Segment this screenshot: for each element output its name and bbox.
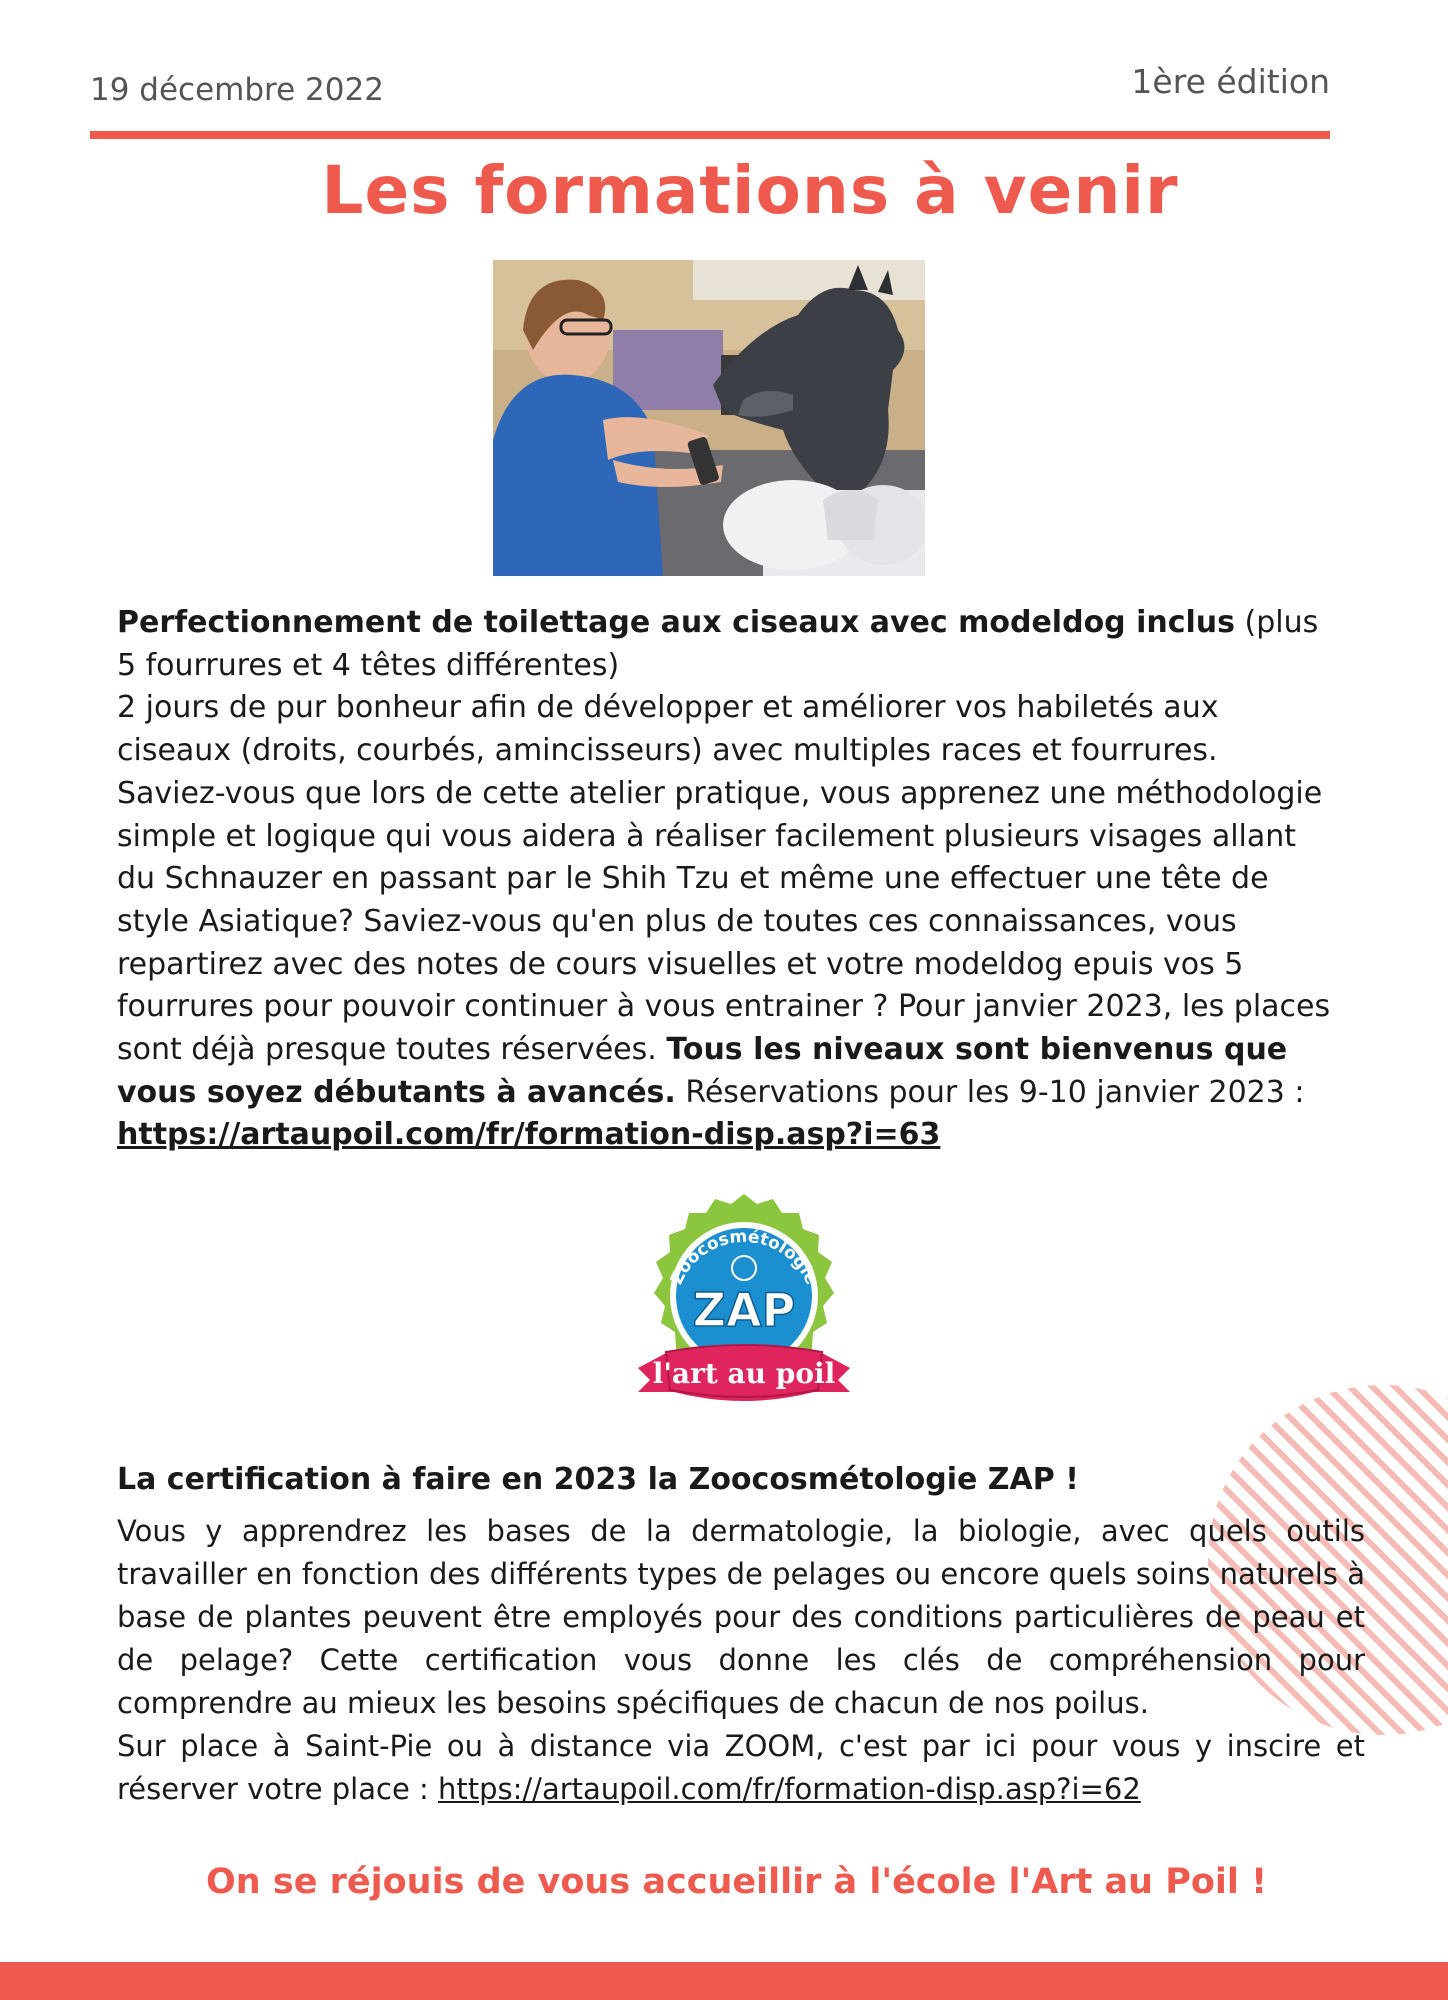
course2-signup [117, 1725, 1365, 1811]
course1-levels: Tous les niveaux sont bienvenus que vous soyez débutants à avancés. [117, 1032, 1288, 1110]
course2-body: Vous y apprendrez les bases de la dermatologie, la biologie, avec quels outils travailler en fonction des différents types de pelages ou encore quels soins naturels à base de plantes peuvent être employés pour des conditions particulières de peau et de pelage? Cette certification vous donne les clés de compréhension pour comprendre au mieux les besoins spécifiques de chacun de nos poilus. [117, 1514, 1365, 1720]
logo-arc-text: Zoocosmétologie [666, 1226, 822, 1288]
course2-signup-text: Sur place à Saint-Pie ou à distance via ZOOM, c'est par ici pour vous y inscire et réserver votre place : [117, 1729, 1365, 1806]
course1-body-text: Saviez-vous que lors de cette atelier pratique, vous apprenez une méthodologie simple et logique qui vous aidera à réaliser facilement plusieurs visages allant du Schnauzer en passant par le Shih Tzu et même une effectuer une tête de style Asiatique? Saviez-vous qu'en plus de toutes ces connaissances, vous repartirez avec des notes de cours visuelles et votre modeldog epuis vos 5 fourrures pour pouvoir continuer à vous entrainer ? Pour janvier 2023, les places sont déjà presque toutes réservées. [117, 775, 1331, 1068]
header-divider [90, 131, 1330, 139]
course1-link[interactable]: https://artaupoil.com/fr/formation-disp.asp?i=63 [117, 1117, 941, 1153]
course1-reservation: Réservations pour les 9-10 janvier 2023 : [675, 1074, 1305, 1110]
grooming-photo [493, 260, 925, 576]
footer-bar [0, 1962, 1448, 2000]
course2-section [117, 1510, 1365, 1811]
course1-title-bold: Perfectionnement de toilettage aux ciseaux avec modeldog inclus [117, 605, 1236, 640]
course1-body [117, 773, 1332, 1157]
page-title: Les formations à venir [321, 152, 1179, 229]
course1-title-rest: (plus 5 fourrures et 4 têtes différentes) [117, 605, 1319, 683]
course2-heading: La certification à faire en 2023 la Zoocosmétologie ZAP ! [117, 1462, 1079, 1497]
logo-center-text: ZAP [692, 1283, 796, 1337]
course1-section [117, 602, 1332, 1157]
course1-title [117, 602, 1332, 687]
issue-date: 19 décembre 2022 [90, 72, 384, 108]
closing-message: On se réjouis de vous accueillir à l'école l'Art au Poil ! [206, 1862, 1268, 1902]
edition-label: 1ère édition [1131, 62, 1330, 101]
course1-intro: 2 jours de pur bonheur afin de développer et améliorer vos habiletés aux ciseaux (droits, courbés, amincisseurs) avec multiples races et fourrures. [117, 690, 1219, 769]
course2-link[interactable]: https://artaupoil.com/fr/formation-disp.asp?i=62 [438, 1772, 1141, 1806]
zap-logo [618, 1190, 870, 1430]
logo-ribbon-text: l'art au poil [652, 1357, 836, 1390]
